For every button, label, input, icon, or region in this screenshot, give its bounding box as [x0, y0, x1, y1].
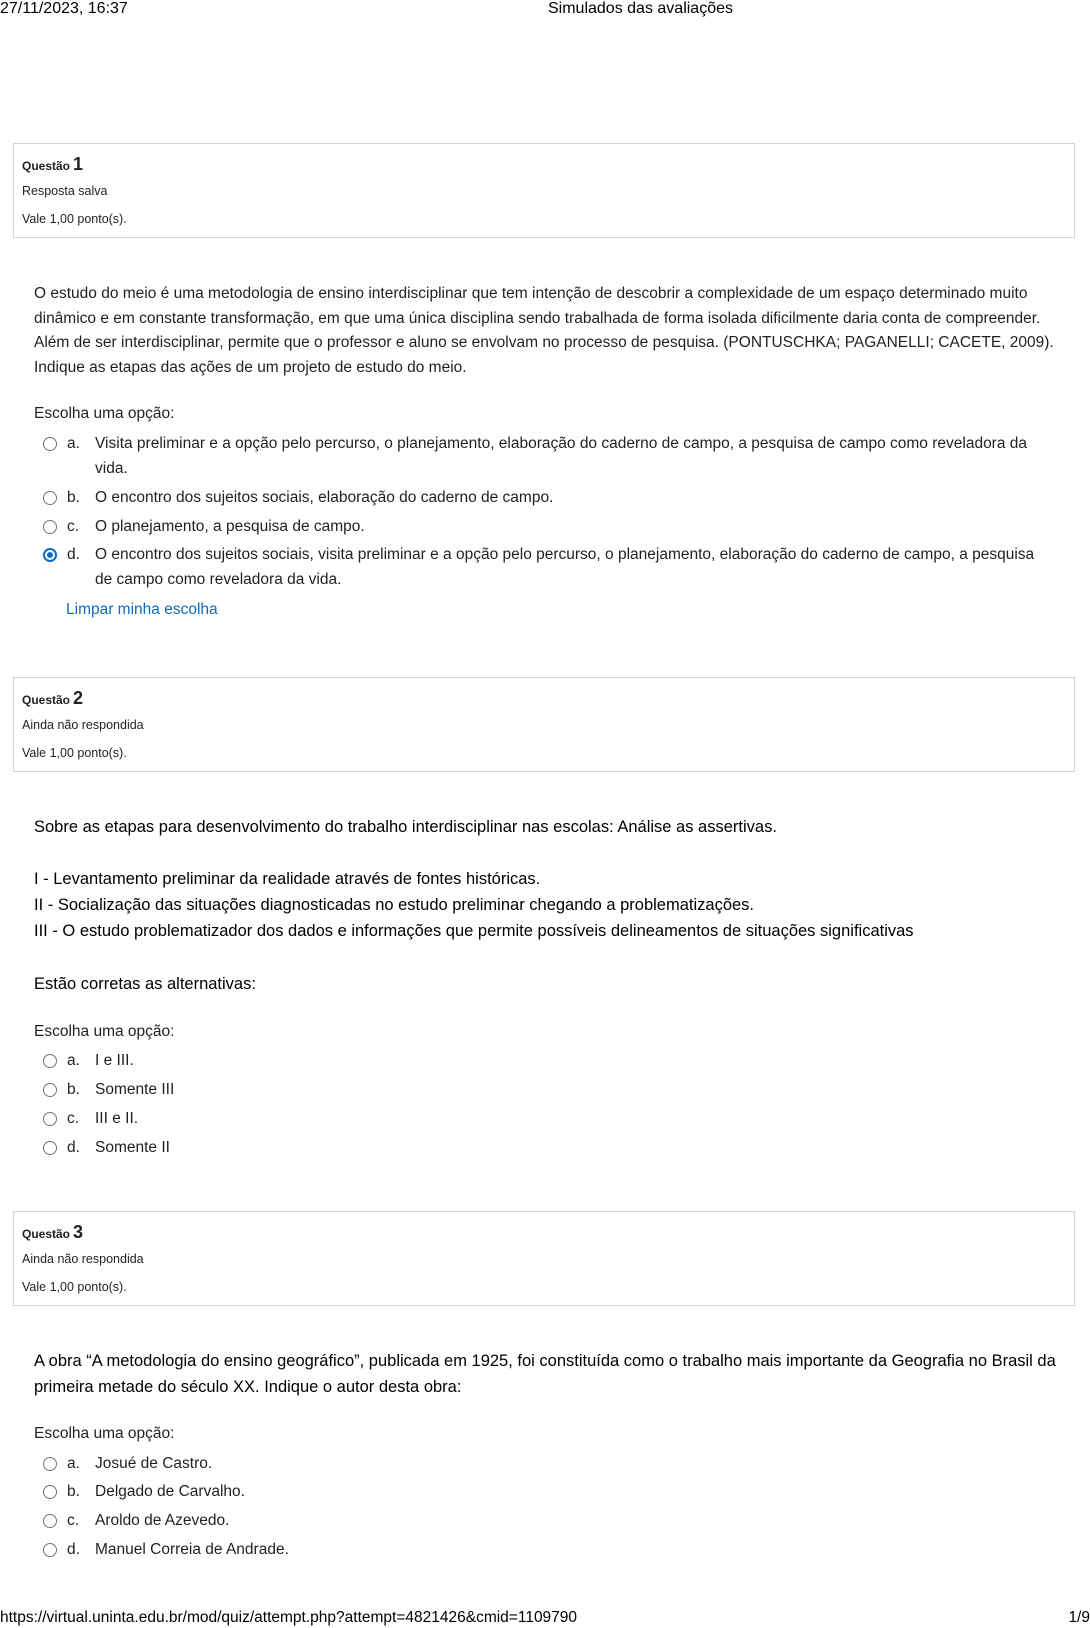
- question-status: Ainda não respondida: [22, 1252, 144, 1266]
- page-title: Simulados das avaliações: [548, 0, 733, 17]
- footer-url: https://virtual.uninta.edu.br/mod/quiz/attempt.php?attempt=4821426&cmid=1109790: [0, 1609, 578, 1626]
- option-letter: a.: [67, 1052, 80, 1069]
- radio-button-selected[interactable]: [43, 548, 57, 562]
- question-number: 2: [73, 688, 84, 708]
- question-2-text: Sobre as etapas para desenvolvimento do trabalho interdisciplinar nas escolas: Análise as assertivas.: [34, 818, 777, 836]
- radio-button[interactable]: [43, 1457, 57, 1471]
- option-text: Aroldo de Azevedo.: [95, 1512, 230, 1529]
- option-c[interactable]: [43, 1107, 1053, 1132]
- question-1-text: O estudo do meio é uma metodologia de ensino interdisciplinar que tem intenção de descobrir a complexidade de um espaço determinado muito dinâmico e em constante transformação, em que uma única disciplina sendo trabalhada de forma isolada dificilmente daria conta de compreender. Além de ser interdisciplinar, permite que o professor e aluno se envolvam no processo de pesquisa. (PONTUSCHKA; PAGANELLI; CACETE, 2009). Indique as etapas das ações de um projeto de estudo do meio.: [34, 285, 1054, 376]
- radio-button[interactable]: [43, 1141, 57, 1155]
- option-text: Somente III: [95, 1081, 175, 1098]
- radio-button[interactable]: [43, 1112, 57, 1126]
- question-points: Vale 1,00 ponto(s).: [22, 746, 127, 760]
- option-letter: a.: [67, 1455, 80, 1472]
- option-d[interactable]: [43, 543, 1053, 592]
- option-a[interactable]: [43, 432, 1053, 481]
- clear-choice-link[interactable]: Limpar minha escolha: [66, 601, 218, 618]
- option-text: O encontro dos sujeitos sociais, visita preliminar e a opção pelo percurso, o planejamento, elaboração do caderno de campo, a pesquisa de campo como reveladora da vida.: [95, 546, 1035, 588]
- print-datetime: 27/11/2023, 16:37: [0, 0, 128, 17]
- option-b[interactable]: [43, 486, 1053, 511]
- question-2-info: [13, 677, 1075, 772]
- option-text: Visita preliminar e a opção pelo percurso, o planejamento, elaboração do caderno de campo, a pesquisa de campo como reveladora da vida.: [95, 435, 1028, 477]
- radio-button[interactable]: [43, 437, 57, 451]
- assertion-3: III - O estudo problematizador dos dados e informações que permite possíveis delineamentos de situações significativas: [34, 922, 914, 940]
- option-a[interactable]: [43, 1049, 1053, 1074]
- radio-button[interactable]: [43, 1543, 57, 1557]
- option-d[interactable]: [43, 1538, 1053, 1563]
- question-number: 3: [73, 1222, 84, 1242]
- option-c[interactable]: [43, 515, 1053, 540]
- radio-button[interactable]: [43, 1514, 57, 1528]
- option-letter: d.: [67, 1139, 80, 1156]
- question-points: Vale 1,00 ponto(s).: [22, 212, 127, 226]
- option-letter: b.: [67, 1081, 80, 1098]
- option-letter: c.: [67, 1110, 80, 1127]
- option-text: Somente II: [95, 1139, 170, 1156]
- option-text: Delgado de Carvalho.: [95, 1483, 245, 1500]
- option-letter: c.: [67, 1512, 80, 1529]
- radio-button[interactable]: [43, 491, 57, 505]
- option-d[interactable]: [43, 1136, 1053, 1161]
- option-letter: d.: [67, 1541, 80, 1558]
- choose-option-label: Escolha uma opção:: [34, 1023, 175, 1040]
- assertion-2: II - Socialização das situações diagnosticadas no estudo preliminar chegando a problematizações.: [34, 896, 755, 914]
- option-b[interactable]: [43, 1078, 1053, 1103]
- option-letter: a.: [67, 435, 80, 452]
- page-number: 1/9: [1068, 1609, 1090, 1626]
- choose-option-label: Escolha uma opção:: [34, 1425, 175, 1442]
- option-text: Manuel Correia de Andrade.: [95, 1541, 289, 1558]
- choose-option-label: Escolha uma opção:: [34, 405, 175, 422]
- option-b[interactable]: [43, 1480, 1053, 1505]
- option-text: O encontro dos sujeitos sociais, elaboração do caderno de campo.: [95, 489, 554, 506]
- question-2-ask: Estão corretas as alternativas:: [34, 975, 256, 993]
- question-points: Vale 1,00 ponto(s).: [22, 1280, 127, 1294]
- radio-button[interactable]: [43, 1054, 57, 1068]
- option-letter: c.: [67, 518, 80, 535]
- question-1-info: [13, 143, 1075, 238]
- option-text: I e III.: [95, 1052, 134, 1069]
- option-letter: b.: [67, 1483, 80, 1500]
- radio-button[interactable]: [43, 1485, 57, 1499]
- question-number: 1: [73, 154, 84, 174]
- option-c[interactable]: [43, 1509, 1053, 1534]
- option-text: Josué de Castro.: [95, 1455, 213, 1472]
- question-label: Questão: [22, 159, 71, 173]
- question-label: Questão: [22, 1227, 71, 1241]
- question-status: Ainda não respondida: [22, 718, 144, 732]
- radio-button[interactable]: [43, 1083, 57, 1097]
- assertion-1: I - Levantamento preliminar da realidade através de fontes históricas.: [34, 870, 541, 888]
- option-text: III e II.: [95, 1110, 139, 1127]
- radio-button[interactable]: [43, 520, 57, 534]
- option-letter: d.: [67, 546, 80, 563]
- question-3-info: [13, 1211, 1075, 1306]
- option-text: O planejamento, a pesquisa de campo.: [95, 518, 365, 535]
- option-letter: b.: [67, 489, 80, 506]
- option-a[interactable]: [43, 1452, 1053, 1477]
- question-3-text: A obra “A metodologia do ensino geográfico”, publicada em 1925, foi constituída como o trabalho mais importante da Geografia no Brasil da primeira metade do século XX. Indique o autor desta obra:: [34, 1352, 1056, 1396]
- question-status: Resposta salva: [22, 184, 108, 198]
- question-label: Questão: [22, 693, 71, 707]
